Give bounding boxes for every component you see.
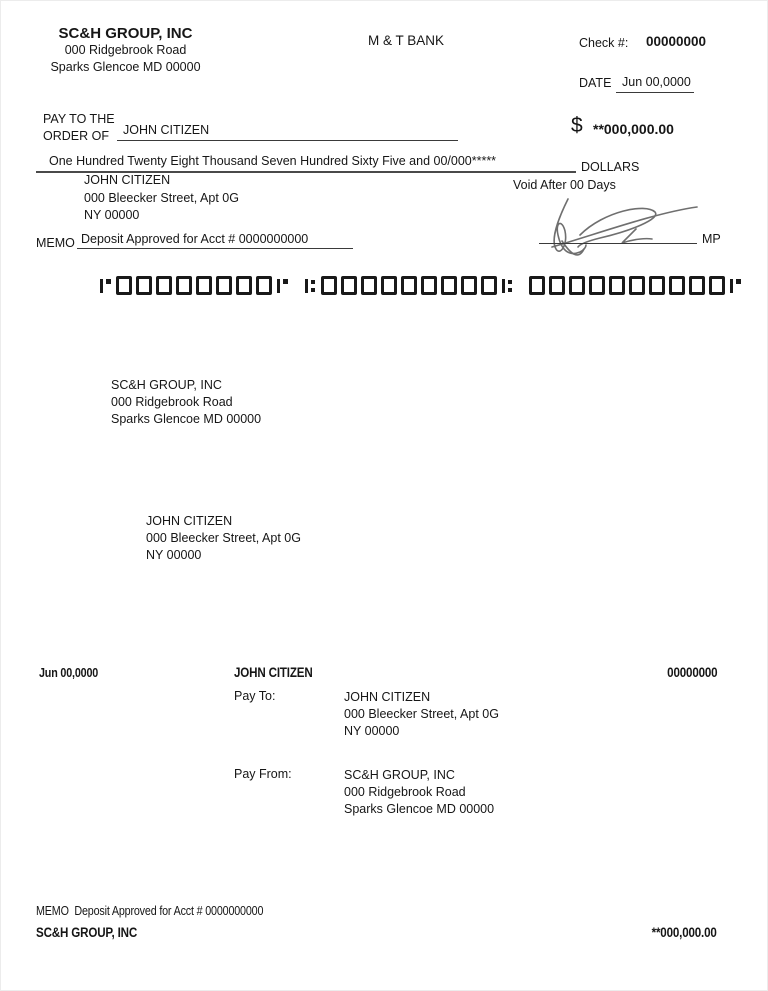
void-after-label: Void After 00 Days: [513, 178, 616, 192]
stub-pay-to-address-line1: 000 Bleecker Street, Apt 0G: [344, 707, 499, 721]
memo-underline: [77, 248, 353, 249]
order-of-label: ORDER OF: [43, 129, 109, 143]
amount-words: One Hundred Twenty Eight Thousand Seven Hundred Sixty Five and 00/000*****: [49, 154, 497, 168]
pay-from-label: Pay From:: [234, 767, 292, 781]
stub-payee-title: JOHN CITIZEN: [234, 665, 313, 680]
signature-scribble: [534, 195, 706, 259]
middle-payer-name: SC&H GROUP, INC: [111, 378, 222, 392]
stub-memo-label: MEMO: [36, 904, 69, 918]
payer-address-line2: Sparks Glencoe MD 00000: [50, 60, 201, 74]
stub-pay-from-name: SC&H GROUP, INC: [344, 768, 455, 782]
stub-memo-line: [36, 904, 263, 918]
bank-name: M & T BANK: [368, 33, 445, 48]
payee-name-field: JOHN CITIZEN: [123, 123, 210, 137]
date-label: DATE: [579, 76, 612, 90]
payee-underline: [117, 140, 458, 141]
stub-pay-from-block: [344, 767, 494, 818]
stub-pay-to-name: JOHN CITIZEN: [344, 690, 431, 704]
middle-payee-address-line2: NY 00000: [146, 548, 202, 562]
stub-date: Jun 00,0000: [39, 666, 99, 680]
date-underline: [616, 92, 694, 93]
stub-pay-from-address-line1: 000 Ridgebrook Road: [344, 785, 466, 799]
memo-text: Deposit Approved for Acct # 0000000000: [81, 232, 309, 246]
middle-payee-name: JOHN CITIZEN: [146, 514, 233, 528]
stub-check-number: 00000000: [666, 665, 717, 680]
payer-name: SC&H GROUP, INC: [58, 25, 193, 42]
check-payee-address-block: [84, 172, 239, 224]
payer-address-line1: 000 Ridgebrook Road: [64, 43, 187, 57]
middle-payer-address-block: [111, 377, 261, 428]
dollar-sign: $: [571, 114, 583, 137]
payer-address-block: [33, 25, 218, 76]
check-payee-address-line1: 000 Bleecker Street, Apt 0G: [84, 191, 239, 205]
stub-memo-text: Deposit Approved for Acct # 0000000000: [74, 904, 264, 918]
stub-pay-to-block: [344, 689, 499, 740]
stub-pay-from-address-line2: Sparks Glencoe MD 00000: [344, 802, 495, 816]
micr-line: [99, 276, 746, 295]
middle-payer-address-line1: 000 Ridgebrook Road: [111, 395, 233, 409]
check-payee-name: JOHN CITIZEN: [84, 173, 171, 187]
pay-to-the-label: PAY TO THE: [43, 112, 115, 126]
pay-to-label: Pay To:: [234, 689, 276, 703]
check-payee-address-line2: NY 00000: [84, 208, 140, 222]
footer-payer-name: SC&H GROUP, INC: [36, 925, 138, 940]
check-number-value: 00000000: [646, 34, 707, 49]
signature-line: [539, 243, 697, 244]
dollars-label: DOLLARS: [581, 160, 640, 174]
memo-label: MEMO: [36, 236, 75, 250]
amount-numeric: **000,000.00: [593, 121, 674, 137]
date-value: Jun 00,0000: [622, 75, 691, 89]
middle-payee-address-block: [146, 513, 301, 564]
middle-payee-address-line1: 000 Bleecker Street, Apt 0G: [146, 531, 301, 545]
middle-payer-address-line2: Sparks Glencoe MD 00000: [111, 412, 262, 426]
footer-amount: **000,000.00: [651, 925, 717, 940]
signer-initials: MP: [702, 232, 721, 246]
stub-pay-to-address-line2: NY 00000: [344, 724, 400, 738]
check-number-label: Check #:: [579, 36, 629, 50]
